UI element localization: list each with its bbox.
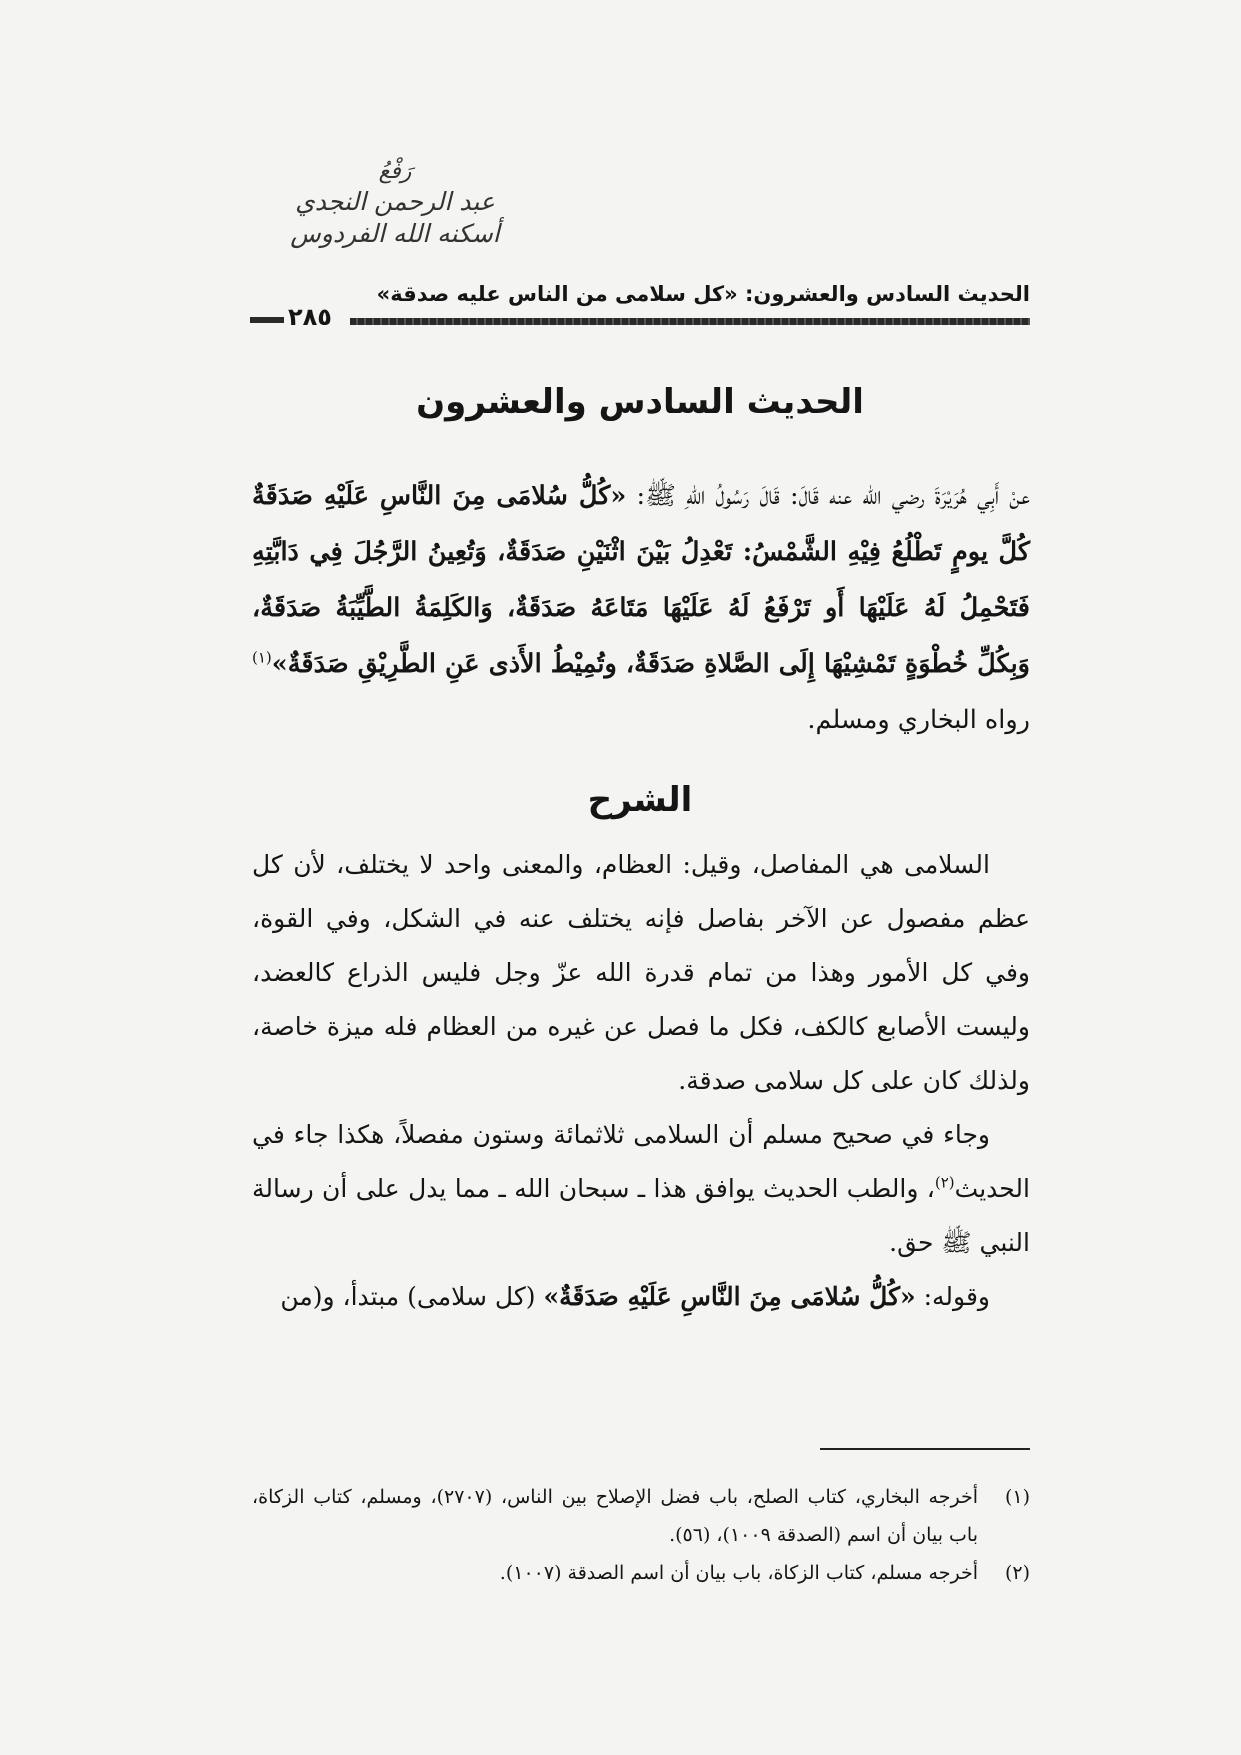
sharh-title: الشرح — [587, 780, 693, 820]
hadith-text — [252, 468, 1030, 748]
footnotes — [252, 1478, 1030, 1592]
explanation-paragraph-1: السلامى هي المفاصل، وقيل: العظام، والمعنى واحد لا يختلف، لأن كل عظم مفصول عن الآخر بفاصل فإنه يختلف عنه في الشكل، وفي القوة، وفي كل الأمور وهذا من تمام قدرة الله عزّ وجل فليس الذراع كالعضد، وليست الأصابع كالكف، فكل ما فصل عن غيره من العظام فله ميزة خاصة، ولذلك كان على كل سلامى صدقة. — [252, 850, 1030, 1095]
explanation-paragraph-2 — [252, 1108, 1030, 1270]
paragraph-3-part-a: وقوله: — [915, 1282, 990, 1311]
footnote — [252, 1554, 1030, 1592]
hadith-title: الحديث السادس والعشرون — [416, 382, 864, 422]
running-title: الحديث السادس والعشرون: «كل سلامى من الناس عليه صدقة» — [376, 282, 1030, 306]
footnote-rule — [820, 1448, 1030, 1450]
paragraph-3-quote: «كُلُّ سُلامَى مِنَ النَّاسِ عَلَيْهِ صَدَقَةٌ» — [543, 1282, 916, 1311]
footnote — [252, 1478, 1030, 1554]
footnote-number: (١) — [1004, 1486, 1030, 1508]
paragraph-2-part-b: ، والطب الحديث يوافق هذا ـ سبحان الله ـ مما يدل على أن رسالة النبي ﷺ حق. — [252, 1174, 1030, 1257]
paragraph-3-part-b: (كل سلامى) مبتدأ، و(من — [280, 1282, 544, 1311]
hadith-intro: عنْ أَبِي هُرَيْرَةَ رضي الله عنه قَالَ: قَالَ رَسُولُ اللهِ ﷺ: — [626, 481, 1030, 511]
footnote-ref-2: (٢) — [934, 1173, 955, 1192]
header-rule — [350, 318, 1030, 325]
explanation — [252, 838, 1030, 1324]
stamp-line-1: رَفْعُ — [378, 159, 412, 184]
hadith-body: «كُلُّ سُلامَى مِنَ النَّاسِ عَلَيْهِ صَدَقَةٌ كُلَّ يومٍ تَطْلُعُ فِيْهِ الشَّمْسُ: تَعْدِلُ بَيْنَ اثْنَيْنِ صَدَقَةٌ، وَتُعِينُ الرَّجُلَ فِي دَابَّتِهِ فَتَحْمِلُ لَهُ عَلَيْهَا أَو تَرْفَعُ لَهُ عَلَيْهَا مَتَاعَهُ صَدَقَةٌ، وَالكَلِمَةُ الطَّيِّبَةُ صَدَقَةٌ، وَبِكُلِّ خُطْوَةٍ تَمْشِيْهَا إِلَى الصَّلاةِ صَدَقَةٌ، وتُمِيْطُ الأَذى عَنِ الطَّرِيْقِ صَدَقَةٌ» — [252, 481, 1030, 679]
running-header — [250, 282, 1030, 306]
footnote-number: (٢) — [1004, 1562, 1030, 1584]
footnote-text: أخرجه مسلم، كتاب الزكاة، باب بيان أن اسم الصدقة (١٠٠٧). — [499, 1562, 978, 1584]
page-number: ٢٨٥ — [288, 303, 332, 331]
ownership-stamp — [285, 158, 505, 250]
footnote-text: أخرجه البخاري، كتاب الصلح، باب فضل الإصلاح بين الناس، (٢٧٠٧)، ومسلم، كتاب الزكاة، باب بيان أن اسم (الصدقة ١٠٠٩)، (٥٦). — [252, 1486, 979, 1546]
paragraph-2-part-a: وجاء في صحيح مسلم أن السلامى ثلاثمائة وستون مفصلاً، هكذا جاء في الحديث — [252, 1120, 1030, 1203]
stamp-line-2: عبد الرحمن النجدي — [295, 187, 495, 216]
hadith-source: رواه البخاري ومسلم. — [807, 705, 1030, 735]
stamp-line-3: أسكنه الله الفردوس — [290, 219, 500, 248]
footnote-ref-1: (١) — [252, 648, 272, 667]
explanation-paragraph-3 — [252, 1270, 1030, 1324]
page-number-rule — [250, 317, 284, 323]
